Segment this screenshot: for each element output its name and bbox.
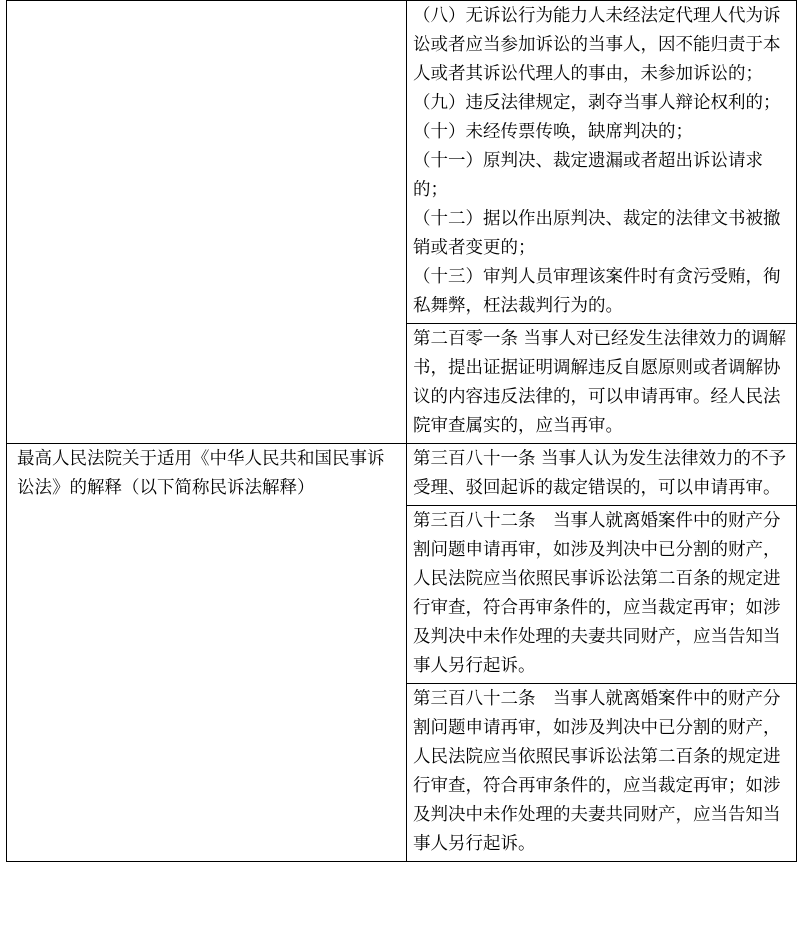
clause-paragraph: （十一）原判决、裁定遗漏或者超出诉讼请求的； (413, 151, 763, 200)
article-paragraph: 第三百八十二条 当事人就离婚案件中的财产分割问题申请再审，如涉及判决中已分割的财产，人民法院应当依照民事诉讼法第二百条的规定进行审查，符合再审条件的，应当裁定再审；如涉及判决中未作处理的夫妻共同财产，应当告知当事人另行起诉。 (413, 689, 781, 854)
clause-paragraph: （八）无诉讼行为能力人未经法定代理人代为诉讼或者应当参加诉讼的当事人，因不能归责于本人或者其诉讼代理人的事由，未参加诉讼的； (413, 6, 781, 84)
table-row (7, 444, 797, 506)
clause-paragraph: （十三）审判人员审理该案件时有贪污受贿，徇私舞弊，枉法裁判行为的。 (413, 267, 781, 316)
clause-paragraph: （十二）据以作出原判决、裁定的法律文书被撤销或者变更的； (413, 209, 781, 258)
source-cell: 最高人民法院关于适用《中华人民共和国民事诉讼法》的解释（以下简称民诉法解释） (7, 444, 407, 862)
table-row (7, 1, 797, 324)
article-paragraph: 第三百八十一条 当事人认为发生法律效力的不予受理、驳回起诉的裁定错误的，可以申请再审。 (413, 449, 787, 498)
article-paragraph: 第三百八十二条 当事人就离婚案件中的财产分割问题申请再审，如涉及判决中已分割的财产，人民法院应当依照民事诉讼法第二百条的规定进行审查，符合再审条件的，应当裁定再审；如涉及判决中未作处理的夫妻共同财产，应当告知当事人另行起诉。 (413, 511, 781, 676)
article-cell (407, 324, 797, 444)
article-paragraph: 第二百零一条 当事人对已经发生法律效力的调解书，提出证据证明调解违反自愿原则或者调解协议的内容违反法律的，可以申请再审。经人民法院审查属实的，应当再审。 (413, 329, 787, 436)
article-cell (407, 1, 797, 324)
clause-paragraph: （十）未经传票传唤，缺席判决的； (413, 122, 693, 142)
clause-paragraph: （九）违反法律规定，剥夺当事人辩论权利的； (413, 93, 781, 113)
article-cell (407, 444, 797, 506)
article-cell (407, 684, 797, 862)
source-cell-empty (7, 1, 407, 444)
law-comparison-table (6, 0, 797, 862)
article-cell (407, 506, 797, 684)
